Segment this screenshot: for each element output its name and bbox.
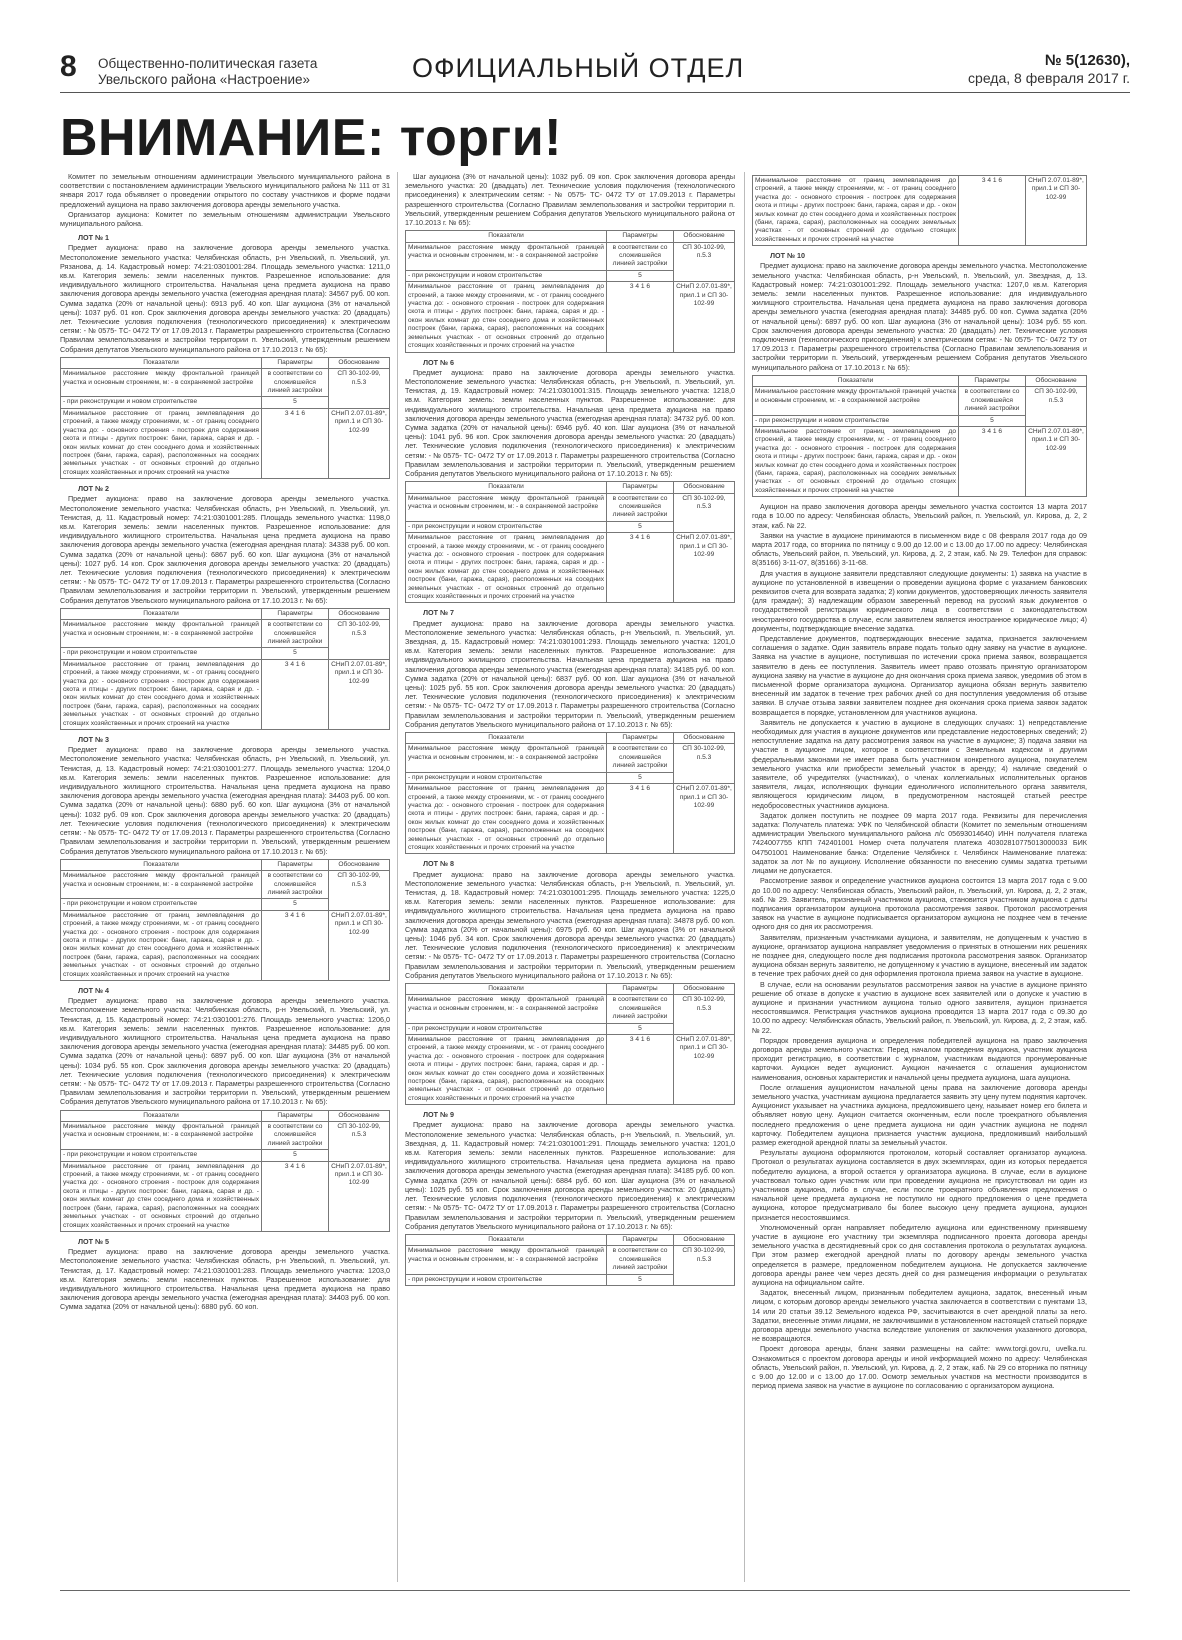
table-cell: 3 4 1 6 <box>262 910 329 980</box>
auction-paragraph: Результаты аукциона оформляются протоколом, который составляет организатор аукциона. Протокол о результатах аукциона составляется в двух экземплярах, один из которых передается победителю аукциона, а второй остается у организатора аукциона. В случае, если в аукционе участвовал только один участник или при проведении аукциона не присутствовал ни один из участников аукциона, либо в случае, если после троекратного объявления предложения о начальной цене предмета аукциона не поступило ни одного предложения о цене предмета аукциона, которое предусматривало бы более высокую цену предмета аукциона, аукцион признается несостоявшимся. <box>752 1148 1087 1222</box>
table-row <box>406 533 735 603</box>
lot-description: Предмет аукциона: право на заключение договора аренды земельного участка. Местоположение земельного участка: Челябинская область, р-н Увельский, п. Увельский, ул. Тенистая, д. 15. Кадастровый номер: 74:21:0301001:276. Площадь земельного участка: 1206,0 кв.м. Категория земель: земли населенных пунктов. Разрешенное использование: для индивидуального жилищного строительства. Начальная цена предмета аукциона на право заключения договора аренды земельного участка (ежегодная арендная плата): 34485 руб. 00 коп. Сумма задатка (20% от начальной цены): 6897 руб. 00 коп. Шаг аукциона (3% от начальной цены): 1034 руб. 55 коп. Срок заключения договора аренды земельного участка: 20 (двадцать) лет. Технические условия подключения (технологического присоединения) к электрическим сетям: - № 0575- ТС- 0472 ТУ от 17.09.2013 г. Параметры разрешенного строительства (Согласно Правилам землепользования и застройки территории п. Увельский, утвержденным решением Собрания депутатов Увельского муниципального района от 17.10.2013 г. № 65): <box>60 996 390 1107</box>
table-header: Обоснование <box>674 482 735 493</box>
table-header: Обоснование <box>1026 375 1087 386</box>
page-header <box>60 50 1130 93</box>
table-header: Параметры <box>607 983 674 994</box>
lot-description: Предмет аукциона: право на заключение договора аренды земельного участка. Местоположение земельного участка: Челябинская область, р-н Увельский, п. Увельский, ул. Рязанова, д. 14. Кадастровый номер: 74:21:0301001:284. Площадь земельного участка: 1211,0 кв.м. Категория земель: земли населенных пунктов. Разрешенное использование: для индивидуального жилищного строительства. Начальная цена предмета аукциона на право заключения договора аренды земельного участка (ежегодная арендная плата): 34567 руб. 00 коп. Сумма задатка (20% от начальной цены): 6913 руб. 40 коп. Шаг аукциона (3% от начальной цены): 1037 руб. 01 коп. Срок заключения договора аренды земельного участка: 20 (двадцать) лет. Технические условия подключения (технологического присоединения) к электрическим сетям: - № 0575- ТС- 0472 ТУ от 17.09.2013 г. Параметры разрешенного строительства (Согласно Правилам землепользования и застройки территории п. Увельский, утвержденным решением Собрания депутатов Увельского муниципального района от 17.10.2013 г. № 65): <box>60 243 390 354</box>
table-cell: СНиП 2.07.01-89*, прил.1 и СП 30-102-99 <box>1026 176 1087 246</box>
table-cell: СНиП 2.07.01-89*, прил.1 и СП 30-102-99 <box>674 533 735 603</box>
newspaper-name-line1: Общественно-политическая газета <box>98 56 318 71</box>
table-cell: 3 4 1 6 <box>262 1161 329 1231</box>
table-row <box>406 493 735 521</box>
lot-heading: ЛОТ № 7 <box>423 608 455 618</box>
table-header: Обоснование <box>329 357 390 368</box>
table-row <box>61 1161 390 1231</box>
table-cell: Минимальное расстояние между фронтальной границей участка и основным строением, м: - в сохраняемой застройке <box>406 493 607 521</box>
table-cell: СП 30-102-99, п.5.3 <box>674 1246 735 1286</box>
parameters-table <box>60 608 390 730</box>
table-cell: 3 4 1 6 <box>607 533 674 603</box>
table-row <box>753 387 1087 415</box>
table-header: Показатели <box>61 357 262 368</box>
table-cell: СНиП 2.07.01-89*, прил.1 и СП 30-102-99 <box>329 1161 390 1231</box>
table-cell: Минимальное расстояние между фронтальной границей участка и основным строением, м: - в сохраняемой застройке <box>61 1122 262 1150</box>
column-right <box>752 172 1087 1587</box>
table-cell: 5 <box>607 1274 674 1285</box>
parameters-table <box>752 175 1087 246</box>
table-cell: в соответствии со сложившейся линией застройки <box>262 1122 329 1150</box>
table-header: Параметры <box>607 733 674 744</box>
table-cell: Минимальное расстояние от границ землевладения до строений, а также между строениями, м: - от границ соседнего участка до: - основного строения - построек для содержания скота и птицы - других построек: бани, гаража, сарая и др. - окон жилых комнат до стен соседнего дома и хозяйственных построек (бани, гаража, сарая), расположенных на соседних земельных участках - от основных строений до отдельно стоящих хозяйственных и прочих строений на участке <box>406 784 607 854</box>
table-row <box>406 1035 735 1105</box>
table-cell: 5 <box>607 1023 674 1034</box>
table-cell: 3 4 1 6 <box>607 784 674 854</box>
newspaper-name <box>98 56 317 88</box>
table-cell: 3 4 1 6 <box>262 659 329 729</box>
issue-date: среда, 8 февраля 2017 г. <box>968 70 1130 86</box>
table-row <box>406 282 735 352</box>
auction-paragraph: Заявки на участие в аукционе принимаются в письменном виде с 08 февраля 2017 года до 09 марта 2017 года, со вторника по пятницу с 9.00 до 12.00 и с 13.00 до 17.00 по адресу: Челябинская область, Увельский район, п. Увельский, ул. Кирова, д. 2, 2 этаж, каб. № 29. Телефон для справок: 8(35166) 3-11-07, 8(35166) 3-11-68. <box>752 530 1087 568</box>
table-cell: - при реконструкции и новом строительстве <box>406 1274 607 1285</box>
table-row <box>753 426 1087 496</box>
table-cell: Минимальное расстояние между фронтальной границей участка и основным строением, м: - в сохраняемой застройке <box>61 871 262 899</box>
auction-paragraph: Заявителям, признанным участниками аукциона, и заявителям, не допущенным к участию в аукционе, организатор аукциона направляет уведомления о принятых в отношении них решениях не позднее дня, следующего после дня подписания протокола рассмотрения заявок. Организатор аукциона обязан вернуть заявителю, не допущенному к участию в аукционе, внесенный им задаток в течение трех рабочих дней со дня оформления протокола приема заявок на участие в аукционе. <box>752 932 1087 979</box>
lot-description: Шаг аукциона (3% от начальной цены): 1032 руб. 09 коп. Срок заключения договора аренды земельного участка: 20 (двадцать) лет. Технические условия подключения (технологического присоединения) к электрическим сетям: - № 0575- ТС- 0472 ТУ от 17.09.2013 г. Параметры разрешенного строительства (Согласно Правилам землепользования и застройки территории п. Увельский, утвержденным решением Собрания депутатов Увельского муниципального района от 17.10.2013 г. № 65): <box>405 172 735 228</box>
table-cell: - при реконструкции и новом строительстве <box>406 521 607 532</box>
table-cell: в соответствии со сложившейся линией застройки <box>262 620 329 648</box>
lot-description: Предмет аукциона: право на заключение договора аренды земельного участка. Местоположение земельного участка: Челябинская область, р-н Увельский, п. Увельский, ул. Звездная, д. 11. Кадастровый номер: 74:21:0301001:291. Площадь земельного участка: 1201,0 кв.м. Категория земель: земли населенных пунктов. Разрешенное использование: для индивидуального жилищного строительства. Начальная цена предмета аукциона на право заключения договора аренды земельного участка (ежегодная арендная плата): 34185 руб. 00 коп. Сумма задатка (20% от начальной цены): 6884 руб. 60 коп. Шаг аукциона (3% от начальной цены): 1025 руб. 55 коп. Срок заключения договора аренды земельного участка: 20 (двадцать) лет. Технические условия подключения (технологического присоединения) к электрическим сетям: - № 0575- ТС- 0472 ТУ от 17.09.2013 г. Параметры разрешенного строительства (Согласно Правилам землепользования и застройки территории п. Увельский, утвержденным решением Собрания депутатов Увельского муниципального района от 17.10.2013 г. № 65): <box>405 1120 735 1231</box>
table-cell: - при реконструкции и новом строительстве <box>406 1023 607 1034</box>
table-cell: Минимальное расстояние между фронтальной границей участка и основным строением, м: - в сохраняемой застройке <box>406 995 607 1023</box>
table-cell: Минимальное расстояние от границ землевладения до строений, а также между строениями, м: - от границ соседнего участка до: - основного строения - построек для содержания скота и птицы - других построек: бани, гаража, сарая и др. - окон жилых комнат до стен соседнего дома и хозяйственных построек (бани, гаража, сарая), расположенных на соседних земельных участках - от основных строений до отдельно стоящих хозяйственных и прочих строений на участке <box>406 1035 607 1105</box>
table-cell: Минимальное расстояние от границ землевладения до строений, а также между строениями, м: - от границ соседнего участка до: - основного строения - построек для содержания скота и птицы - других построек: бани, гаража, сарая и др. - окон жилых комнат до стен соседнего дома и хозяйственных построек (бани, гаража, сарая), расположенных на соседних земельных участках - от основных строений до отдельно стоящих хозяйственных и прочих строений на участке <box>753 426 959 496</box>
table-cell: в соответствии со сложившейся линией застройки <box>607 1246 674 1274</box>
table-header: Обоснование <box>674 1234 735 1245</box>
table-header: Показатели <box>406 983 607 994</box>
table-cell: СНиП 2.07.01-89*, прил.1 и СП 30-102-99 <box>329 659 390 729</box>
lot-heading: ЛОТ № 9 <box>423 1110 455 1120</box>
table-cell: 3 4 1 6 <box>607 1035 674 1105</box>
table-header: Обоснование <box>674 231 735 242</box>
newspaper-name-line2: Увельского района «Настроение» <box>98 72 311 87</box>
table-header: Обоснование <box>329 1110 390 1121</box>
table-cell: Минимальное расстояние от границ землевладения до строений, а также между строениями, м: - от границ соседнего участка до: - основного строения - построек для содержания скота и птицы - других построек: бани, гаража, сарая и др. - окон жилых комнат до стен соседнего дома и хозяйственных построек (бани, гаража, сарая), расположенных на соседних земельных участках - от основных строений до отдельно стоящих хозяйственных и прочих строений на участке <box>61 659 262 729</box>
table-cell: 3 4 1 6 <box>607 282 674 352</box>
table-cell: 5 <box>262 1150 329 1161</box>
table-row <box>406 784 735 854</box>
table-cell: СНиП 2.07.01-89*, прил.1 и СП 30-102-99 <box>329 408 390 478</box>
table-cell: 5 <box>262 397 329 408</box>
table-header: Обоснование <box>329 608 390 619</box>
auction-paragraph: Аукцион на право заключения договора аренды земельного участка состоится 13 марта 2017 года в 10.00 по адресу: Челябинская область, Увельский район, п. Увельский, ул. Кирова, д. 2, 2 этаж, каб. № 22. <box>752 502 1087 530</box>
table-header: Показатели <box>61 608 262 619</box>
parameters-table <box>405 230 735 352</box>
lot-heading: ЛОТ № 10 <box>770 251 806 261</box>
table-cell: в соответствии со сложившейся линией застройки <box>607 744 674 772</box>
table-row <box>61 659 390 729</box>
auction-paragraph: Задаток должен поступить не позднее 09 марта 2017 года. Реквизиты для перечисления задатка: Получатель платежа: УФК по Челябинской области (Комитет по земельным отношениям администрации Увельского муниципального района л/с 05693014640) ИНН получателя платежа 7424007755 КПП 742401001 Номер счета получателя платежа 40302810775013000033 БИК 047501001 Наименование банка: Отделение Челябинск г. Челябинск Наименование платежа: задаток за лот № по аукциону. Исполнение обязанности по внесению суммы задатка третьими лицами не допускается. <box>752 810 1087 876</box>
table-cell: СП 30-102-99, п.5.3 <box>674 242 735 282</box>
table-cell: в соответствии со сложившейся линией застройки <box>607 995 674 1023</box>
auction-paragraph: Проект договора аренды, бланк заявки размещены на сайте: www.torgi.gov.ru, uvelka.ru. Ознакомиться с проектом договора аренды и иной информацией можно по адресу: Челябинская область, Увельский район, п. Увельский, ул. Кирова, д. 2, 2 этаж, каб. № 29 со вторника по пятницу с 9.00 до 12.00 и с 13.00 до 17.00. Осмотр земельных участков на местности производится в период приема заявок на участие в аукционе по согласованию с организатором аукциона. <box>752 1344 1087 1391</box>
table-cell: Минимальное расстояние между фронтальной границей участка и основным строением, м: - в сохраняемой застройке <box>753 387 959 415</box>
table-row <box>406 242 735 270</box>
parameters-table <box>60 1110 390 1232</box>
auction-paragraph: Уполномоченный орган направляет победителю аукциона или единственному принявшему участие в аукционе его участнику три экземпляра подписанного проекта договора аренды земельного участка в десятидневный срок со дня составления протокола о результатах аукциона. При этом размер ежегодной арендной платы по договору аренды земельного участка определяется в размере, предложенном победителем аукциона. Не допускается заключение договора аренды ранее чем через десять дней со дня размещения информации о результатах аукциона на официальном сайте. <box>752 1222 1087 1288</box>
table-cell: Минимальное расстояние между фронтальной границей участка и основным строением, м: - в сохраняемой застройке <box>406 744 607 772</box>
table-cell: - при реконструкции и новом строительстве <box>61 648 262 659</box>
announcement-organizer: Организатор аукциона: Комитет по земельным отношениям администрации Увельского муниципального района. <box>60 209 390 229</box>
table-cell: СП 30-102-99, п.5.3 <box>329 1122 390 1162</box>
table-cell: Минимальное расстояние между фронтальной границей участка и основным строением, м: - в сохраняемой застройке <box>406 1246 607 1274</box>
table-cell: Минимальное расстояние между фронтальной границей участка и основным строением, м: - в сохраняемой застройке <box>61 369 262 397</box>
table-cell: СП 30-102-99, п.5.3 <box>1026 387 1087 427</box>
table-cell: - при реконструкции и новом строительстве <box>406 772 607 783</box>
auction-paragraph: Для участия в аукционе заявители представляют следующие документы: 1) заявка на участие в аукционе по установленной в извещении о проведении аукциона форме с указанием банковских реквизитов счета для возврата задатка; 2) копии документов, удостоверяющих личность заявителя (для граждан); 3) надлежащим образом заверенный перевод на русский язык документов о государственной регистрации юридического лица в соответствии с законодательством иностранного государства в случае, если заявителем является иностранное юридическое лицо; 4) документы, подтверждающие внесение задатка. <box>752 568 1087 633</box>
table-header: Параметры <box>262 357 329 368</box>
table-cell: Минимальное расстояние от границ землевладения до строений, а также между строениями, м: - от границ соседнего участка до: - основного строения - построек для содержания скота и птицы - других построек: бани, гаража, сарая и др. - окон жилых комнат до стен соседнего дома и хозяйственных построек (бани, гаража, сарая), расположенных на соседних земельных участках - от основных строений до отдельно стоящих хозяйственных и прочих строений на участке <box>61 1161 262 1231</box>
table-cell: 5 <box>262 648 329 659</box>
table-row <box>61 1122 390 1150</box>
lot-description: Предмет аукциона: право на заключение договора аренды земельного участка. Местоположение земельного участка: Челябинская область, р-н Увельский, п. Увельский, ул. Тенистая, д. 18. Кадастровый номер: 74:21:0301001:295. Площадь земельного участка: 1225,0 кв.м. Категория земель: земли населенных пунктов. Разрешенное использование: для индивидуального жилищного строительства. Начальная цена предмета аукциона на право заключения договора аренды земельного участка (ежегодная арендная плата): 34878 руб. 00 коп. Сумма задатка (20% от начальной цены): 6975 руб. 60 коп. Шаг аукциона (3% от начальной цены): 1046 руб. 34 коп. Срок заключения договора аренды земельного участка: 20 (двадцать) лет. Технические условия подключения (технологического присоединения) к электрическим сетям: - № 0575- ТС- 0472 ТУ от 17.09.2013 г. Параметры разрешенного строительства (Согласно Правилам землепользования и застройки территории п. Увельский, утвержденным решением Собрания депутатов Увельского муниципального района от 17.10.2013 г. № 65): <box>405 869 735 980</box>
table-header: Показатели <box>406 733 607 744</box>
table-header: Параметры <box>262 1110 329 1121</box>
table-row <box>61 910 390 980</box>
lot-heading: ЛОТ № 1 <box>78 233 110 243</box>
table-cell: 5 <box>607 521 674 532</box>
table-row <box>61 620 390 648</box>
lot-description: Предмет аукциона: право на заключение договора аренды земельного участка. Местоположение земельного участка: Челябинская область, р-н Увельский, п. Увельский, ул. Тенистая, д. 11. Кадастровый номер: 74:21:0301001:285. Площадь земельного участка: 1198,0 кв.м. Категория земель: земли населенных пунктов. Разрешенное использование: для индивидуального жилищного строительства. Начальная цена предмета аукциона на право заключения договора аренды земельного участка (ежегодная арендная плата): 34338 руб. 00 коп. Сумма задатка (20% от начальной цены): 6867 руб. 60 коп. Шаг аукциона (3% от начальной цены): 1027 руб. 14 коп. Срок заключения договора аренды земельного участка: 20 (двадцать) лет. Технические условия подключения (технологического присоединения) к электрическим сетям: - № 0575- ТС- 0472 ТУ от 17.09.2013 г. Параметры разрешенного строительства (Согласно Правилам землепользования и застройки территории п. Увельский, утвержденным решением Собрания депутатов Увельского муниципального района от 17.10.2013 г. № 65): <box>60 494 390 605</box>
table-header: Показатели <box>753 375 959 386</box>
table-cell: 3 4 1 6 <box>262 408 329 478</box>
table-header: Параметры <box>607 1234 674 1245</box>
table-row <box>406 1246 735 1274</box>
table-cell: СП 30-102-99, п.5.3 <box>674 744 735 784</box>
table-cell: Минимальное расстояние от границ землевладения до строений, а также между строениями, м: - от границ соседнего участка до: - основного строения - построек для содержания скота и птицы - других построек: бани, гаража, сарая и др. - окон жилых комнат до стен соседнего дома и хозяйственных построек (бани, гаража, сарая), расположенных на соседних земельных участках - от основных строений до отдельно стоящих хозяйственных и прочих строений на участке <box>753 176 959 246</box>
parameters-table <box>405 481 735 603</box>
parameters-table <box>752 375 1087 497</box>
headline: ВНИМАНИЕ: торги! <box>60 109 562 167</box>
table-header: Обоснование <box>674 733 735 744</box>
table-cell: - при реконструкции и новом строительстве <box>406 270 607 281</box>
table-cell: Минимальное расстояние от границ землевладения до строений, а также между строениями, м: - от границ соседнего участка до: - основного строения - построек для содержания скота и птицы - других построек: бани, гаража, сарая и др. - окон жилых комнат до стен соседнего дома и хозяйственных построек (бани, гаража, сарая), расположенных на соседних земельных участках - от основных строений до отдельно стоящих хозяйственных и прочих строений на участке <box>406 533 607 603</box>
table-cell: - при реконструкции и новом строительстве <box>61 899 262 910</box>
table-row <box>61 871 390 899</box>
table-cell: в соответствии со сложившейся линией застройки <box>607 493 674 521</box>
table-cell: СП 30-102-99, п.5.3 <box>674 493 735 533</box>
table-row <box>753 176 1087 246</box>
table-header: Параметры <box>607 231 674 242</box>
column-divider <box>397 172 398 1582</box>
lot-heading: ЛОТ № 5 <box>78 1236 110 1246</box>
table-cell: 5 <box>959 415 1026 426</box>
lot-heading: ЛОТ № 8 <box>423 859 455 869</box>
table-cell: СНиП 2.07.01-89*, прил.1 и СП 30-102-99 <box>329 910 390 980</box>
table-row <box>406 995 735 1023</box>
table-cell: СНиП 2.07.01-89*, прил.1 и СП 30-102-99 <box>674 784 735 854</box>
table-row <box>61 408 390 478</box>
lot-description: Предмет аукциона: право на заключение договора аренды земельного участка. Местоположение земельного участка: Челябинская область, р-н Увельский, п. Увельский, ул. Тенистая, д. 17. Кадастровый номер: 74:21:0301001:283. Площадь земельного участка: 1203,0 кв.м. Категория земель: земли населенных пунктов. Разрешенное использование: для индивидуального жилищного строительства. Начальная цена предмета аукциона на право заключения договора аренды земельного участка (ежегодная арендная плата): 34403 руб. 00 коп. Сумма задатка (20% от начальной цены): 6880 руб. 60 коп. <box>60 1247 390 1312</box>
table-cell: СП 30-102-99, п.5.3 <box>329 871 390 911</box>
table-cell: 3 4 1 6 <box>959 426 1026 496</box>
table-header: Параметры <box>607 482 674 493</box>
table-cell: Минимальное расстояние между фронтальной границей участка и основным строением, м: - в сохраняемой застройке <box>61 620 262 648</box>
table-header: Показатели <box>406 482 607 493</box>
table-cell: 3 4 1 6 <box>959 176 1026 246</box>
lot-heading: ЛОТ № 6 <box>423 357 455 367</box>
table-cell: Минимальное расстояние от границ землевладения до строений, а также между строениями, м: - от границ соседнего участка до: - основного строения - построек для содержания скота и птицы - других построек: бани, гаража, сарая и др. - окон жилых комнат до стен соседнего дома и хозяйственных построек (бани, гаража, сарая), расположенных на соседних земельных участках - от основных строений до отдельно стоящих хозяйственных и прочих строений на участке <box>61 408 262 478</box>
table-cell: СП 30-102-99, п.5.3 <box>329 620 390 660</box>
table-header: Обоснование <box>329 859 390 870</box>
lot-description: Предмет аукциона: право на заключение договора аренды земельного участка. Местоположение земельного участка: Челябинская область, р-н Увельский, п. Увельский, ул. Звездная, д. 13. Кадастровый номер: 74:21:0301001:292. Площадь земельного участка: 1207,0 кв.м. Категория земель: земли населенных пунктов. Разрешенное использование: для индивидуального жилищного строительства. Начальная цена предмета аукциона на право заключения договора аренды земельного участка (ежегодная арендная плата): 34485 руб. 00 коп. Сумма задатка (20% от начальной цены): 6897 руб. 00 коп. Шаг аукциона (3% от начальной цены): 1034 руб. 55 коп. Срок заключения договора аренды земельного участка: 20 (двадцать) лет. Технические условия подключения (технологического присоединения) к электрическим сетям: - № 0575- ТС- 0472 ТУ от 17.09.2013 г. Параметры разрешенного строительства (Согласно Правилам землепользования и застройки территории п. Увельский, утвержденным решением Собрания депутатов Увельского муниципального района от 17.10.2013 г. № 65): <box>752 261 1087 372</box>
table-cell: 5 <box>262 899 329 910</box>
parameters-table <box>60 859 390 981</box>
lot-heading: ЛОТ № 2 <box>78 484 110 494</box>
table-header: Параметры <box>262 859 329 870</box>
page-number: 8 <box>60 50 77 83</box>
table-header: Показатели <box>406 231 607 242</box>
auction-paragraph: Задаток, внесенный лицом, признанным победителем аукциона, задаток, внесенный иным лицом, с которым договор аренды земельного участка заключается в соответствии с пунктами 13, 14 или 20 статьи 39.12 Земельного кодекса РФ, засчитываются в счет арендной платы за него. Задатки, внесенные этими лицами, не заключившими в установленном настоящей статьей порядке договора аренды земельного участка вследствие уклонения от заключения указанного договора, не возвращаются. <box>752 1288 1087 1344</box>
lot-heading: ЛОТ № 3 <box>78 735 110 745</box>
column-divider <box>744 172 745 1582</box>
table-cell: СНиП 2.07.01-89*, прил.1 и СП 30-102-99 <box>674 282 735 352</box>
table-cell: 5 <box>607 772 674 783</box>
issue-number: № 5(12630), <box>1044 52 1130 69</box>
table-header: Обоснование <box>674 983 735 994</box>
table-header: Параметры <box>262 608 329 619</box>
table-cell: СНиП 2.07.01-89*, прил.1 и СП 30-102-99 <box>674 1035 735 1105</box>
table-cell: Минимальное расстояние от границ землевладения до строений, а также между строениями, м: - от границ соседнего участка до: - основного строения - построек для содержания скота и птицы - других построек: бани, гаража, сарая и др. - окон жилых комнат до стен соседнего дома и хозяйственных построек (бани, гаража, сарая), расположенных на соседних земельных участках - от основных строений до отдельно стоящих хозяйственных и прочих строений на участке <box>406 282 607 352</box>
parameters-table <box>405 732 735 854</box>
table-header: Показатели <box>406 1234 607 1245</box>
table-cell: в соответствии со сложившейся линией застройки <box>262 871 329 899</box>
lot-description: Предмет аукциона: право на заключение договора аренды земельного участка. Местоположение земельного участка: Челябинская область, р-н Увельский, п. Увельский, ул. Тенистая, д. 19. Кадастровый номер: 74:21:0301001:315. Площадь земельного участка: 1218,0 кв.м. Категория земель: земли населенных пунктов. Разрешенное использование: для индивидуального жилищного строительства. Начальная цена предмета аукциона на право заключения договора аренды земельного участка (ежегодная арендная плата): 34732 руб. 00 коп. Сумма задатка (20% от начальной цены): 6946 руб. 40 коп. Шаг аукциона (3% от начальной цены): 1041 руб. 96 коп. Срок заключения договора аренды земельного участка: 20 (двадцать) лет. Технические условия подключения (технологического присоединения) к электрическим сетям: - № 0575- ТС- 0472 ТУ от 17.09.2013 г. Параметры разрешенного строительства (Согласно Правилам землепользования и застройки территории п. Увельский, утвержденным решением Собрания депутатов Увельского муниципального района от 17.10.2013 г. № 65): <box>405 367 735 478</box>
auction-paragraph: Представление документов, подтверждающих внесение задатка, признается заключением соглашения о задатке. Один заявитель вправе подать только одну заявку на участие в аукционе. Заявка на участие в аукционе, поступившая по истечении срока приема заявок, возвращается заявителю в день ее поступления. Заявитель имеет право отозвать принятую организатором аукциона заявку на участие в аукционе до дня окончания срока приема заявок, уведомив об этом в письменной форме организатора аукциона. Организатор аукциона обязан вернуть заявителю внесенный им задаток в течение трех рабочих дней со дня поступления уведомления об отзыве заявки. В случае отзыва заявки заявителем позднее дня окончания срока приема заявок задаток возвращается в порядке, установленном для участников аукциона. <box>752 634 1087 717</box>
table-cell: - при реконструкции и новом строительстве <box>61 397 262 408</box>
auction-paragraph: Заявитель не допускается к участию в аукционе в следующих случаях: 1) непредставление необходимых для участия в аукционе документов или представление недостоверных сведений; 2) непоступление задатка на дату рассмотрения заявок на участие в аукционе; 3) подача заявки на участие в аукционе лицом, которое в соответствии с Земельным кодексом и другими федеральными законами не имеет права быть участником конкретного аукциона, покупателем земельного участка или приобрести земельный участок в аренду; 4) наличие сведений о заявителе, об учредителях (участниках), о членах коллегиальных исполнительных органов заявителя, лицах, исполняющих функции единоличного исполнительного органа заявителя, являющегося юридическим лицом, в предусмотренном настоящей статьей реестре недобросовестных участников аукциона. <box>752 717 1087 810</box>
auction-paragraph: Порядок проведения аукциона и определения победителей аукциона на право заключения договора аренды земельного участка: Перед началом проведения аукциона, участник аукциона проходит регистрацию, в соответствии с журналом, участникам выдаются пронумерованные карточки. Аукцион ведет аукционист. Аукцион начинается с оглашения аукционистом наименования, основных характеристик и начальной цены предмета аукциона, шага аукциона. <box>752 1035 1087 1082</box>
column-left <box>60 172 390 1587</box>
auction-paragraph: После оглашения аукционистом начальной цены права на заключение договора аренды земельного участка, участникам аукциона предлагается заявить эту цену путем поднятия карточек. Аукционист указывает на участника аукциона, предложившего цену, называет номер его билета и объявляет новую цену. Аукцион считается оконченным, если после троекратного объявления последнего предложения о цене предмета аукциона ни один участник аукциона не поднял карточку. Победителем аукциона признается участник аукциона, предложивший наибольший размер ежегодной арендной платы за земельный участок. <box>752 1082 1087 1147</box>
table-cell: 5 <box>607 270 674 281</box>
table-header: Показатели <box>61 1110 262 1121</box>
parameters-table <box>405 1234 735 1286</box>
table-cell: Минимальное расстояние от границ землевладения до строений, а также между строениями, м: - от границ соседнего участка до: - основного строения - построек для содержания скота и птицы - других построек: бани, гаража, сарая и др. - окон жилых комнат до стен соседнего дома и хозяйственных построек (бани, гаража, сарая), расположенных на соседних земельных участках - от основных строений до отдельно стоящих хозяйственных и прочих строений на участке <box>61 910 262 980</box>
parameters-table <box>60 357 390 479</box>
lot-description: Предмет аукциона: право на заключение договора аренды земельного участка. Местоположение земельного участка: Челябинская область, р-н Увельский, п. Увельский, ул. Звездная, д. 15. Кадастровый номер: 74:21:0301001:293. Площадь земельного участка: 1201,0 кв.м. Категория земель: земли населенных пунктов. Разрешенное использование: для индивидуального жилищного строительства. Начальная цена предмета аукциона на право заключения договора аренды земельного участка (ежегодная арендная плата): 34185 руб. 00 коп. Сумма задатка (20% от начальной цены): 6837 руб. 00 коп. Шаг аукциона (3% от начальной цены): 1025 руб. 55 коп. Срок заключения договора аренды земельного участка: 20 (двадцать) лет. Технические условия подключения (технологического присоединения) к электрическим сетям: - № 0575- ТС- 0472 ТУ от 17.09.2013 г. Параметры разрешенного строительства (Согласно Правилам землепользования и застройки территории п. Увельский, утвержденным решением Собрания депутатов Увельского муниципального района от 17.10.2013 г. № 65): <box>405 618 735 729</box>
table-row <box>61 369 390 397</box>
table-cell: Минимальное расстояние между фронтальной границей участка и основным строением, м: - в сохраняемой застройке <box>406 242 607 270</box>
parameters-table <box>405 983 735 1105</box>
table-header: Показатели <box>61 859 262 870</box>
section-title: ОФИЦИАЛЬНЫЙ ОТДЕЛ <box>412 53 745 83</box>
table-cell: в соответствии со сложившейся линией застройки <box>262 369 329 397</box>
table-cell: - при реконструкции и новом строительстве <box>753 415 959 426</box>
auction-paragraph: В случае, если на основании результатов рассмотрения заявок на участие в аукционе принято решение об отказе в допуске к участию в аукционе всех заявителей или о допуске к участию в аукционе и признании участником аукциона только одного заявителя, аукцион признается несостоявшимся. Регистрация участников аукциона проводится 13 марта 2017 года с 09.30 до 10.00 по адресу: Челябинская область, Увельский район, п. Увельский, ул. Кирова, д. 2, 2 этаж, каб. № 22. <box>752 979 1087 1035</box>
table-cell: в соответствии со сложившейся линией застройки <box>959 387 1026 415</box>
auction-paragraph: Рассмотрение заявок и определение участников аукциона состоится 13 марта 2017 года с 9.00 до 10.00 по адресу: Челябинская область, Увельский район, п. Увельский, ул. Кирова, д. 2, 2 этаж, каб. № 29. Заявитель, признанный участником аукциона, становится участником аукциона с даты подписания организатором аукциона протокола рассмотрения заявок. Протокол рассмотрения заявок на участие в аукционе подписывается организатором аукциона не позднее чем в течение одного дня со дня их рассмотрения. <box>752 876 1087 932</box>
table-cell: СП 30-102-99, п.5.3 <box>674 995 735 1035</box>
bottom-rule <box>60 1590 1130 1591</box>
lot-description: Предмет аукциона: право на заключение договора аренды земельного участка. Местоположение земельного участка: Челябинская область, р-н Увельский, п. Увельский, ул. Тенистая, д. 13. Кадастровый номер: 74:21:0301001:277. Площадь земельного участка: 1204,0 кв.м. Категория земель: земли населенных пунктов. Разрешенное использование: для индивидуального жилищного строительства. Начальная цена предмета аукциона на право заключения договора аренды земельного участка (ежегодная арендная плата): 34403 руб. 00 коп. Сумма задатка (20% от начальной цены): 6880 руб. 60 коп. Шаг аукциона (3% от начальной цены): 1032 руб. 09 коп. Срок заключения договора аренды земельного участка: 20 (двадцать) лет. Технические условия подключения (технологического присоединения) к электрическим сетям: - № 0575- ТС- 0472 ТУ от 17.09.2013 г. Параметры разрешенного строительства (Согласно Правилам землепользования и застройки территории п. Увельский, утвержденным решением Собрания депутатов Увельского муниципального района от 17.10.2013 г. № 65): <box>60 745 390 856</box>
table-cell: СНиП 2.07.01-89*, прил.1 и СП 30-102-99 <box>1026 426 1087 496</box>
column-middle <box>405 172 735 1587</box>
lot-heading: ЛОТ № 4 <box>78 985 110 995</box>
table-header: Параметры <box>959 375 1026 386</box>
table-cell: в соответствии со сложившейся линией застройки <box>607 242 674 270</box>
announcement-intro: Комитет по земельным отношениям администрации Увельского муниципального района в соответствии с постановлением администрации Увельского муниципального района № 111 от 31 января 2017 года объявляет о проведении открытого по составу участников и форме подачи предложений аукциона на право заключения договора аренды земельного участка. <box>60 172 390 209</box>
table-cell: СП 30-102-99, п.5.3 <box>329 369 390 409</box>
table-row <box>406 744 735 772</box>
table-cell: - при реконструкции и новом строительстве <box>61 1150 262 1161</box>
